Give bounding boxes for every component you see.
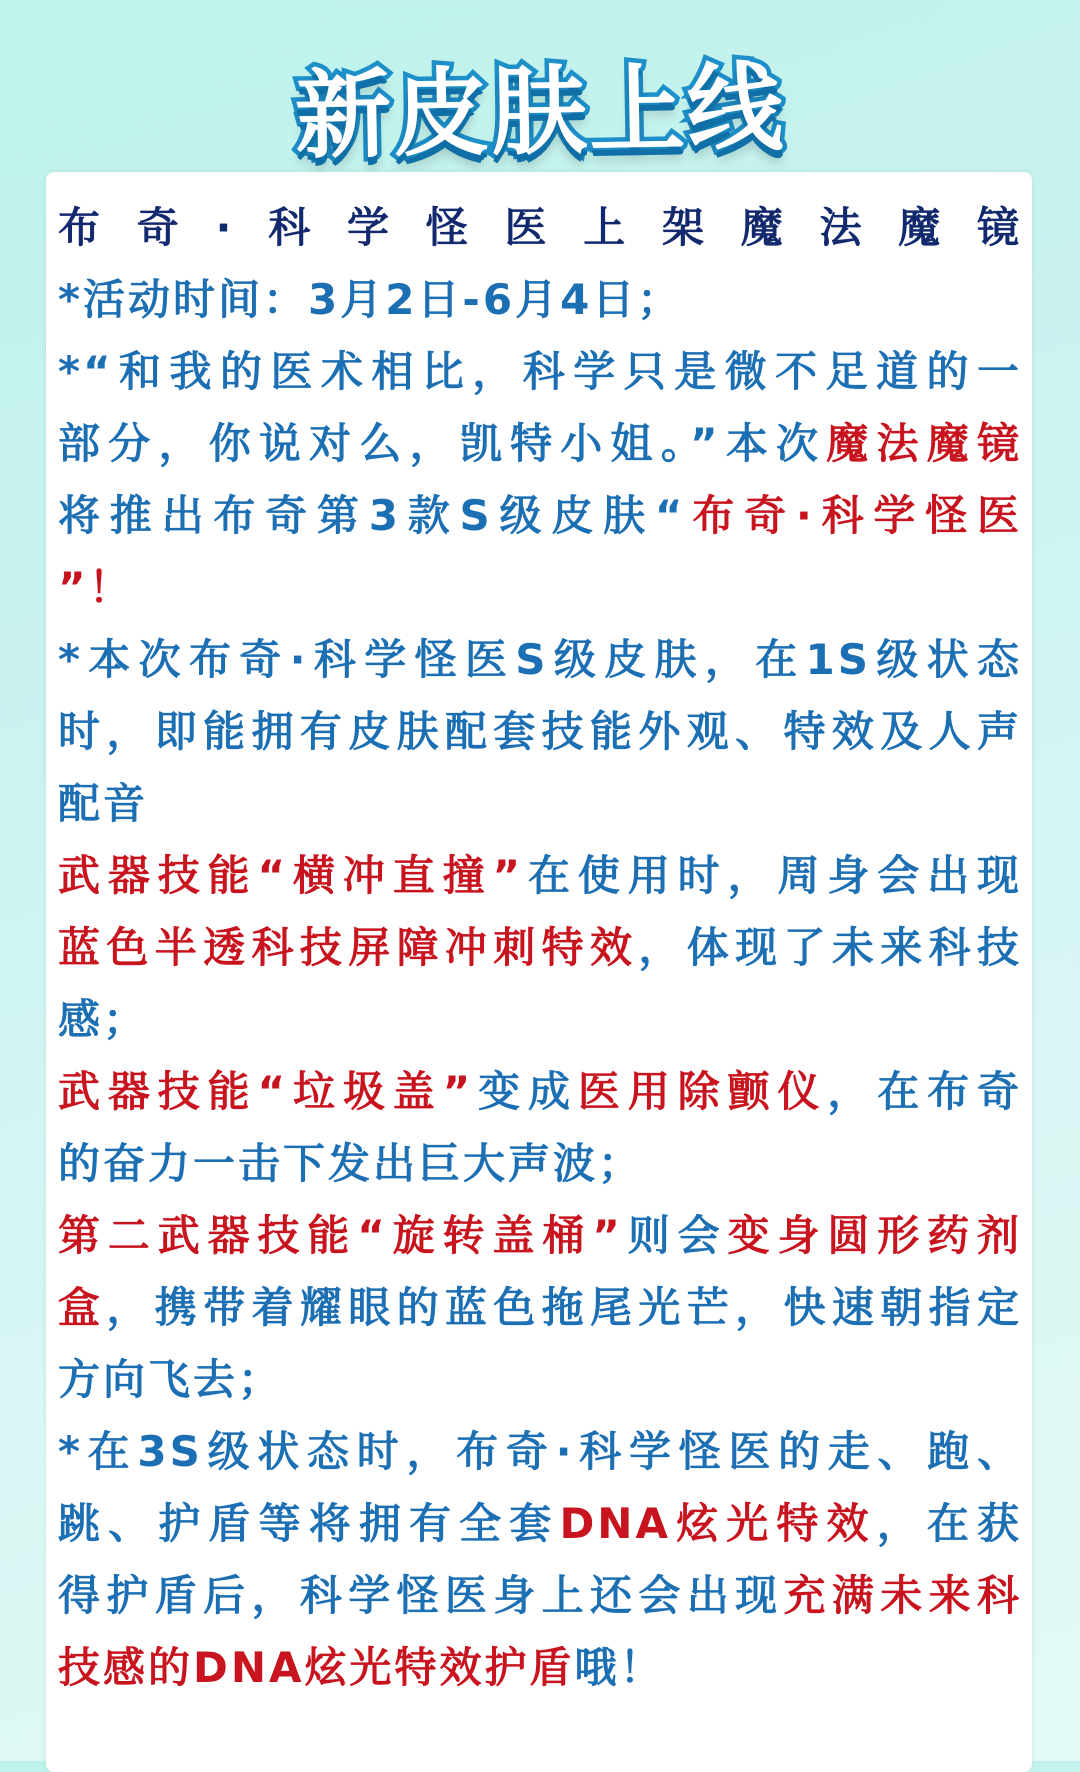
announcement-line (58, 336, 1022, 408)
body-text: ，携带着耀眼的蓝色拖尾光芒，快速朝指定 (106, 1283, 1022, 1332)
body-text: 将推出布奇第3款S级皮肤“ (58, 491, 686, 540)
highlight-text: 医用除颤仪 (577, 1067, 828, 1116)
announcement-line (58, 984, 1022, 1056)
announcement-line (58, 840, 1022, 912)
body-text: ，在布奇 (827, 1067, 1022, 1116)
body-text: 感； (58, 995, 149, 1044)
body-text: 部分，你说对么，凯特小姐。”本次 (58, 419, 827, 468)
highlight-text: 盒 (58, 1283, 107, 1332)
body-text: 的奋力一击下发出巨大声波； (58, 1139, 644, 1188)
announcement-line (58, 768, 1022, 840)
body-text: *本次布奇·科学怪医S级皮肤，在1S级状态 (58, 635, 1022, 684)
body-text: *“和我的医术相比，科学只是微不足道的一 (58, 347, 1022, 396)
body-text: *在3S级状态时，布奇·科学怪医的走、跑、 (58, 1427, 1022, 1476)
highlight-text: 武器技能“垃圾盖” (58, 1067, 474, 1116)
announcement-body (58, 192, 1022, 1704)
body-text: 时，即能拥有皮肤配套技能外观、特效及人声 (58, 707, 1022, 756)
highlight-text: 武器技能“横冲直撞” (58, 851, 524, 900)
body-text: 跳、护盾等将拥有全套 (58, 1499, 560, 1548)
body-text: 哦！ (574, 1643, 665, 1692)
highlight-text: 第二武器技能“旋转盖桶” (58, 1211, 623, 1260)
body-text: ，在获 (876, 1499, 1022, 1548)
body-text: 在使用时，周身会出现 (523, 851, 1022, 900)
body-text: 变成 (473, 1067, 578, 1116)
highlight-text: 充满未来科 (783, 1571, 1022, 1620)
body-text: 则会 (622, 1211, 728, 1260)
announcement-line (58, 1128, 1022, 1200)
highlight-text: 魔法魔镜 (826, 419, 1022, 468)
announcement-line (58, 1416, 1022, 1488)
body-text: ，体现了未来科技 (638, 923, 1022, 972)
highlight-text: 变身圆形药剂 (727, 1211, 1022, 1260)
highlight-text: 技感的DNA炫光特效护盾 (58, 1643, 575, 1692)
body-text: 布奇·科学怪医上架魔法魔镜 (58, 203, 1022, 252)
body-text: 配音 (58, 779, 149, 828)
highlight-text: ”！ (58, 563, 134, 612)
body-text: *活动时间：3月2日-6月4日； (58, 275, 683, 324)
announcement-line (58, 624, 1022, 696)
announcement-line (58, 480, 1022, 552)
announcement-line (58, 1056, 1022, 1128)
announcement-heading (58, 192, 1022, 264)
highlight-text: 布奇·科学怪医 (685, 491, 1022, 540)
banner-title: 新皮肤上线 (294, 51, 786, 173)
announcement-line (58, 1200, 1022, 1272)
announcement-line (58, 264, 1022, 336)
highlight-text: DNA炫光特效 (559, 1499, 877, 1548)
body-text: 方向飞去； (58, 1355, 284, 1404)
announcement-line (58, 1632, 1022, 1704)
announcement-line (58, 552, 1022, 624)
highlight-text: 蓝色半透科技屏障冲刺特效 (58, 923, 639, 972)
announcement-card (46, 172, 1032, 1772)
announcement-line (58, 1272, 1022, 1344)
announcement-line (58, 1560, 1022, 1632)
announcement-line (58, 696, 1022, 768)
announcement-line (58, 1488, 1022, 1560)
announcement-line (58, 1344, 1022, 1416)
announcement-line (58, 912, 1022, 984)
announcement-line (58, 408, 1022, 480)
body-text: 得护盾后，科学怪医身上还会出现 (58, 1571, 784, 1620)
